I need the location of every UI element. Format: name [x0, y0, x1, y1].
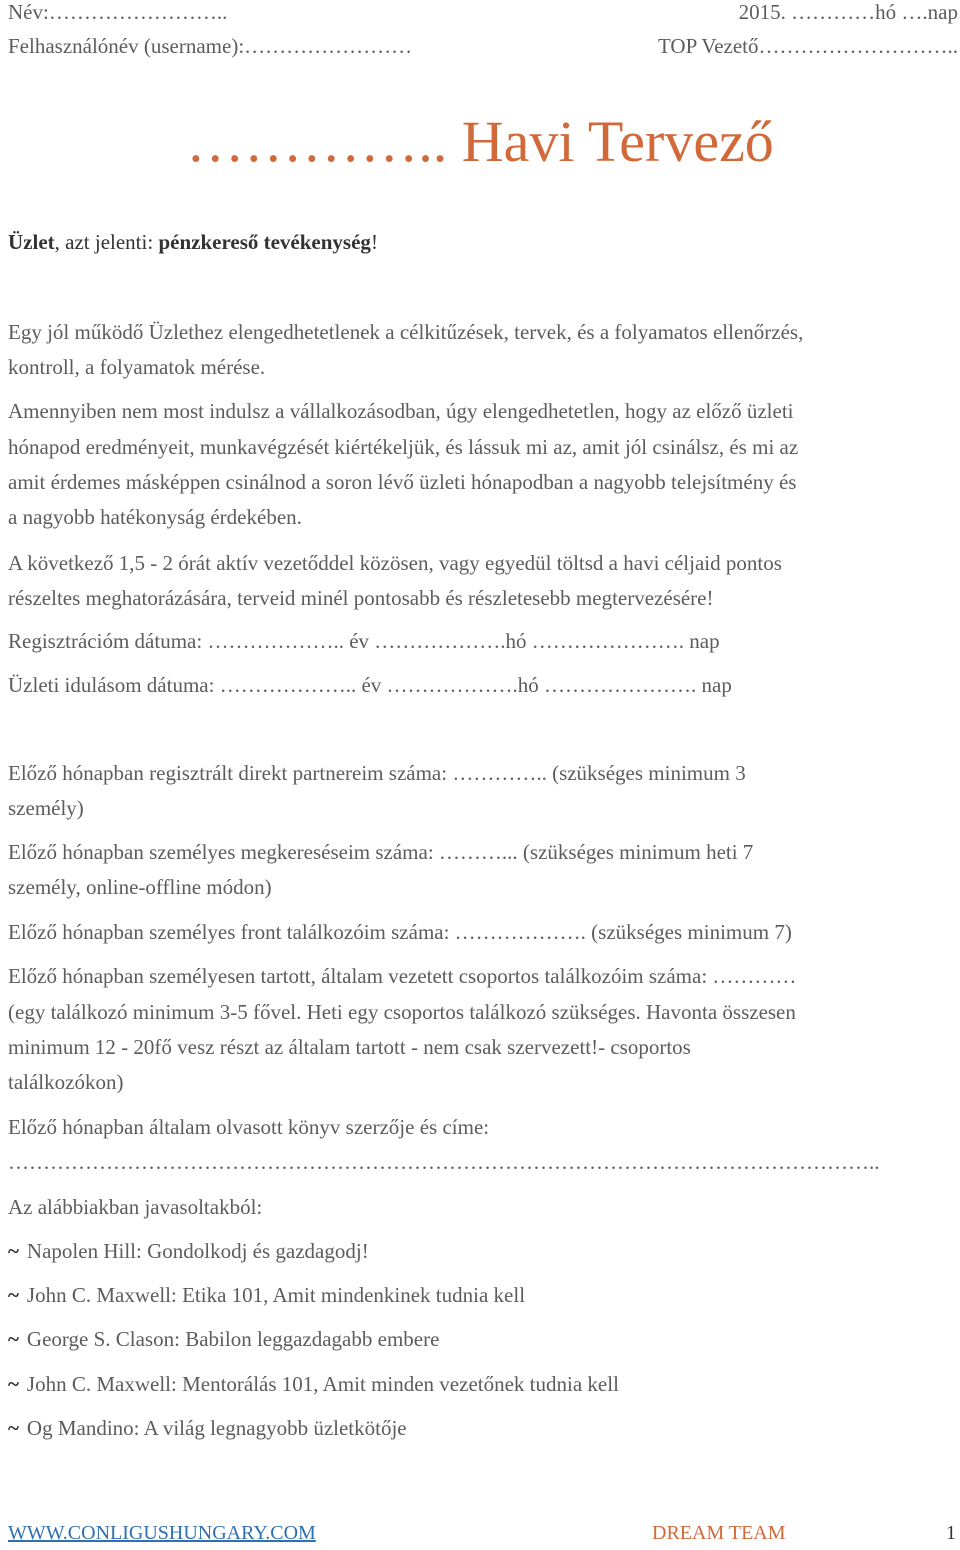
paragraph-2-line-1: A következő 1,5 - 2 órát aktív vezetőddel közösen, vagy egyedül töltsd a havi céljaid pontos	[8, 551, 782, 575]
recommended-books-label: Az alábbiakban javasoltakból:	[8, 1195, 263, 1219]
book-item	[8, 1233, 369, 1269]
bullet-tilde-icon: ~	[8, 1283, 19, 1307]
registration-date-field: Regisztrációm dátuma: ……………….. év ……………….hó …………………. nap	[8, 629, 720, 653]
top-leader-field-label: TOP Vezető………………………..	[657, 34, 958, 58]
paragraph-1-line-2: hónapod eredményeit, munkavégzését kiértékeljük, és lássuk mi az, amit jól csinálsz, és mi az	[8, 435, 799, 459]
question-book-read: Előző hónapban általam olvasott könyv szerzője és címe:	[8, 1115, 490, 1139]
bullet-tilde-icon: ~	[8, 1239, 19, 1263]
paragraph-1-line-1: Amennyiben nem most indulsz a vállalkozásodban, úgy elengedhetetlen, hogy az előző üzleti	[8, 399, 794, 423]
paragraph-2-line-2: részeltes meghatorázására, terveid minél pontosabb és részletesebb megtervezésére!	[8, 586, 714, 610]
question-registered-partners: Előző hónapban regisztrált direkt partnereim száma: ………….. (szükséges minimum 3	[8, 761, 746, 785]
goals-text-line-1: Egy jól működő Üzlethez elengedhetetlenek a célkitűzések, tervek, és a folyamatos ellenőrzés,	[8, 320, 804, 344]
question-group-meetings-cont-2: minimum 12 - 20fő vesz részt az általam tartott - nem csak szervezett!- csoportos	[8, 1035, 691, 1059]
bullet-tilde-icon: ~	[8, 1327, 19, 1351]
business-definition	[8, 224, 378, 260]
book-answer-blank: ……………………………………………………………………………………………………………..	[8, 1150, 880, 1174]
footer-website-link[interactable]: WWW.CONLIGUSHUNGARY.COM	[8, 1522, 316, 1544]
business-start-date-field: Üzleti idulásom dátuma: ……………….. év ……………….hó …………………. nap	[8, 673, 732, 697]
paragraph-1-line-4: a nagyobb hatékonyság érdekében.	[8, 505, 302, 529]
question-front-meetings: Előző hónapban személyes front találkozóim száma: ………………. (szükséges minimum 7)	[8, 920, 792, 944]
question-group-meetings-cont-3: találkozókon)	[8, 1070, 124, 1094]
page-title: ………….. Havi Tervező	[186, 109, 774, 174]
business-middle: , azt jelenti:	[54, 230, 159, 254]
footer-team-name: DREAM TEAM	[652, 1522, 786, 1544]
business-end: !	[370, 230, 378, 254]
question-personal-contacts: Előző hónapban személyes megkereséseim száma: ………... (szükséges minimum heti 7	[8, 840, 754, 864]
goals-text-line-2: kontroll, a folyamatok mérése.	[8, 355, 266, 379]
name-field-label: Név:……………………..	[8, 0, 228, 24]
question-group-meetings-cont-1: (egy találkozó minimum 3-5 fővel. Heti egy csoportos találkozó szükséges. Havonta összesen	[8, 1000, 796, 1024]
book-item	[8, 1277, 525, 1313]
question-group-meetings: Előző hónapban személyesen tartott, általam vezetett csoportos találkozóim száma: …………	[8, 964, 797, 988]
business-meaning: pénzkereső tevékenység	[158, 230, 371, 254]
book-item	[8, 1410, 407, 1446]
book-title: John C. Maxwell: Mentorálás 101, Amit minden vezetőnek tudnia kell	[26, 1372, 619, 1396]
book-item	[8, 1321, 439, 1357]
username-field-label: Felhasználónév (username):……………………	[8, 34, 413, 58]
book-title: Napolen Hill: Gondolkodj és gazdagodj!	[26, 1239, 369, 1263]
bullet-tilde-icon: ~	[8, 1416, 19, 1440]
book-title: Og Mandino: A világ legnagyobb üzletkötője	[26, 1416, 407, 1440]
question-personal-contacts-cont: személy, online-offline módon)	[8, 875, 272, 899]
date-field-label: 2015. …………hó ….nap	[738, 0, 958, 24]
book-item	[8, 1366, 619, 1402]
page-number: 1	[946, 1522, 956, 1544]
question-registered-partners-cont: személy)	[8, 796, 84, 820]
book-title: John C. Maxwell: Etika 101, Amit mindenkinek tudnia kell	[26, 1283, 526, 1307]
bullet-tilde-icon: ~	[8, 1372, 19, 1396]
paragraph-1-line-3: amit érdemes másképpen csinálnod a soron lévő üzleti hónapodban a nagyobb telejsítmény és	[8, 470, 797, 494]
business-word: Üzlet	[8, 230, 55, 254]
book-title: George S. Clason: Babilon leggazdagabb embere	[26, 1327, 440, 1351]
